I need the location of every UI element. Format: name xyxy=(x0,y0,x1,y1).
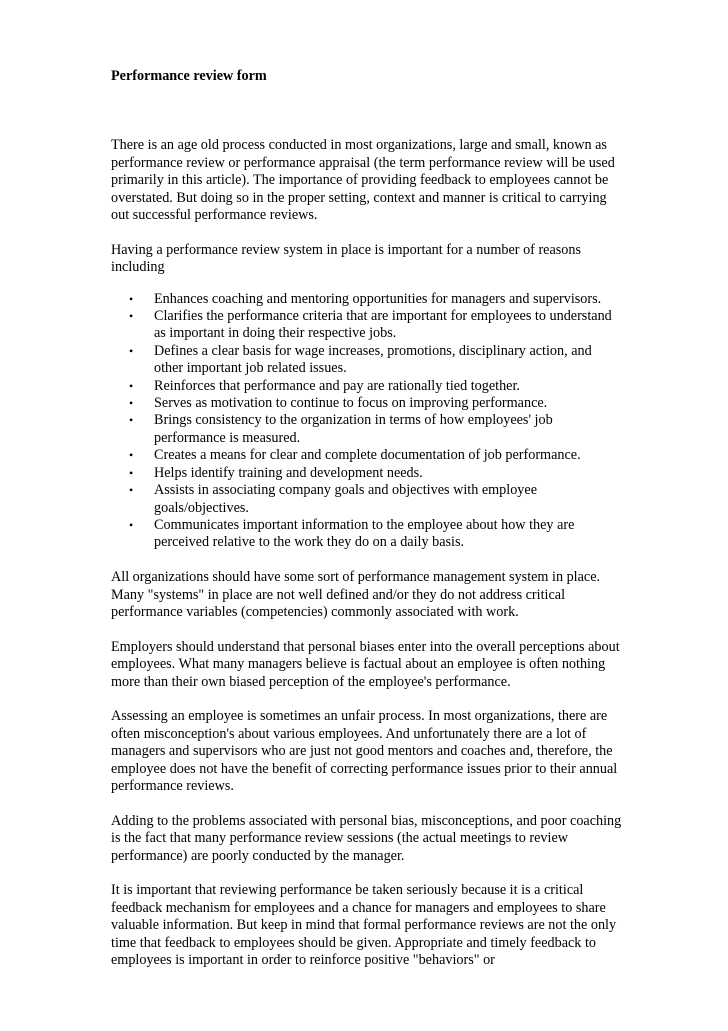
bullet-icon: • xyxy=(129,309,134,324)
biases-paragraph: Employers should understand that personal biases enter into the overall perceptions about employees. What many managers believe is factual about an employee is often nothing more than their own biased perception of the employee's performance. xyxy=(111,638,620,690)
list-item xyxy=(129,516,623,552)
list-item xyxy=(129,395,623,412)
list-item xyxy=(129,482,623,517)
bullet-icon: • xyxy=(129,396,134,411)
document-title: Performance review form xyxy=(111,68,267,84)
reasons-list xyxy=(111,291,623,552)
list-item xyxy=(129,412,623,447)
list-item xyxy=(129,342,623,378)
bullet-icon: • xyxy=(129,448,134,463)
bullet-icon: • xyxy=(129,517,134,532)
assessing-paragraph: Assessing an employee is sometimes an unfair process. In most organizations, there are often misconception's about various employees. And unfortunately there are a lot of managers and supervisors who are just not good mentors and coaches and, therefore, the employee does not have the benefit of correcting performance issues prior to their annual performance reviews. xyxy=(111,708,618,794)
list-item-text: Enhances coaching and mentoring opportunities for managers and supervisors. xyxy=(154,290,602,307)
importance-paragraph: It is important that reviewing performance be taken seriously because it is a critical feedback mechanism for employees and a chance for managers and employees to share valuable information. But keep in mind that formal performance reviews are not the only time that feedback to employees should be given. Appropriate and timely feedback to employees is important in order to reinforce positive "behaviors" or xyxy=(111,882,617,968)
bullet-icon: • xyxy=(129,291,134,306)
list-item xyxy=(129,447,623,464)
bullet-icon: • xyxy=(129,413,134,428)
list-item-text: Communicates important information to the employee about how they are perceived relative to the work they do on a daily basis. xyxy=(154,516,575,551)
bullet-icon: • xyxy=(129,465,134,480)
bullet-icon: • xyxy=(129,483,134,498)
list-item xyxy=(129,308,623,343)
list-item xyxy=(129,290,623,308)
list-item-text: Brings consistency to the organization in terms of how employees' job performance is measured. xyxy=(154,412,553,446)
list-item-text: Creates a means for clear and complete documentation of job performance. xyxy=(154,447,581,464)
intro-paragraph: There is an age old process conducted in most organizations, large and small, known as performance review or performance appraisal (the term performance review will be used primarily in this article). The importance of providing feedback to employees cannot be overstated. But doing so in the proper setting, context and manner is critical to carrying out successful performance reviews. xyxy=(111,137,615,224)
bullet-icon: • xyxy=(129,343,134,358)
list-item-text: Assists in associating company goals and objectives with employee goals/objectives. xyxy=(154,482,537,516)
problems-paragraph: Adding to the problems associated with personal bias, misconceptions, and poor coaching is the fact that many performance review sessions (the actual meetings to review performance) are poorly conducted by the manager. xyxy=(111,812,622,864)
list-item-text: Helps identify training and development needs. xyxy=(154,464,423,481)
list-item-text: Defines a clear basis for wage increases, promotions, disciplinary action, and other important job related issues. xyxy=(154,342,592,377)
reasons-intro-paragraph: Having a performance review system in place is important for a number of reasons including xyxy=(111,241,581,276)
bullet-icon: • xyxy=(129,378,134,393)
list-item-text: Clarifies the performance criteria that are important for employees to understand as important in doing their respective jobs. xyxy=(154,308,612,342)
list-item-text: Reinforces that performance and pay are rationally tied together. xyxy=(154,377,520,394)
list-item xyxy=(129,464,623,482)
systems-paragraph: All organizations should have some sort of performance management system in place. Many "systems" in place are not well defined and/or they do not address critical performance variables (competencies) commonly associated with work. xyxy=(111,569,601,620)
list-item-text: Serves as motivation to continue to focus on improving performance. xyxy=(154,395,548,412)
document-page xyxy=(111,68,623,987)
list-item xyxy=(129,377,623,395)
